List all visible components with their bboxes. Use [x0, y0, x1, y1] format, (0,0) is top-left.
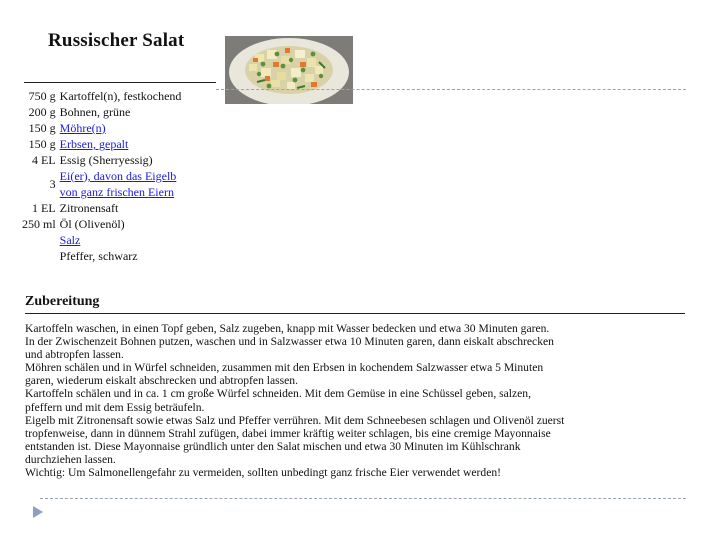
ingredient-row: [22, 216, 181, 232]
ingredients-table: [22, 88, 181, 264]
ingredient-row: [22, 120, 181, 136]
ingredient-name: Pfeffer, schwarz: [59, 249, 138, 263]
ingredient-link-eier-line1: Ei(er), davon das Eigelb: [59, 169, 177, 183]
ingredient-qty: 4 EL: [32, 153, 56, 167]
preparation-line: Kartoffeln waschen, in einen Topf geben, Salz zugeben, knapp mit Wasser bedecken und etwa 30 Minuten garen.: [25, 322, 550, 335]
preparation-text: [25, 322, 690, 479]
ingredient-link-eier-line2: von ganz frischen Eiern: [59, 185, 174, 199]
preparation-line: und abtropfen lassen.: [25, 348, 124, 362]
ingredient-row: [22, 88, 181, 104]
ingredient-name: Öl (Olivenöl): [59, 217, 125, 231]
ingredient-link-eier[interactable]: [60, 169, 177, 199]
preparation-line: garen, wiederum eiskalt abschrecken und abtropfen lassen.: [25, 374, 298, 388]
title-rule: [24, 82, 216, 83]
ingredient-name: Bohnen, grüne: [59, 105, 131, 119]
ingredient-row: [22, 104, 181, 120]
ingredient-link-moehre[interactable]: Möhre(n): [59, 121, 106, 135]
ingredient-row: [22, 168, 181, 200]
ingredient-row: [22, 136, 181, 152]
ingredient-qty: 250 ml: [22, 217, 56, 231]
salad-photo: [225, 36, 353, 104]
ingredient-link-salz[interactable]: Salz: [59, 233, 81, 247]
ingredient-row: [22, 248, 181, 264]
dashed-rule-bottom: [40, 498, 686, 499]
ingredient-row: [22, 152, 181, 168]
recipe-title: Russischer Salat: [48, 30, 185, 51]
ingredient-qty: [22, 232, 60, 248]
ingredient-qty: 200 g: [28, 105, 56, 119]
ingredient-qty: 3: [49, 177, 56, 191]
ingredient-qty: 150 g: [28, 137, 56, 151]
preparation-line: Kartoffeln schälen und in ca. 1 cm große Würfel schneiden. Mit dem Gemüse in eine Schüssel geben, salzen,: [25, 387, 531, 401]
preparation-line: pfeffern und mit dem Essig beträufeln.: [25, 400, 205, 414]
ingredient-qty: [22, 248, 60, 264]
dashed-rule-top: [216, 89, 686, 90]
preparation-heading: Zubereitung: [25, 294, 100, 309]
ingredient-name: Essig (Sherryessig): [59, 153, 153, 167]
salad-photo-image: [225, 36, 353, 104]
preparation-line: Wichtig: Um Salmonellengefahr zu vermeiden, sollten unbedingt ganz frische Eier verwendet werden!: [25, 466, 501, 480]
preparation-line: entstanden ist. Diese Mayonnaise gründlich unter den Salat mischen und etwa 30 Minuten im Kühlschrank: [25, 439, 521, 453]
ingredient-qty: 750 g: [28, 89, 56, 103]
preparation-line: Eigelb mit Zitronensaft sowie etwas Salz und Pfeffer verrühren. Mit dem Schneebesen schlagen und Olivenöl zuerst: [25, 413, 565, 427]
ingredient-row: [22, 200, 181, 216]
ingredient-link-erbsen[interactable]: Erbsen, gepalt: [59, 137, 129, 151]
ingredient-qty: 150 g: [28, 121, 56, 135]
ingredient-row: [22, 232, 181, 248]
preparation-line: durchziehen lassen.: [25, 452, 116, 466]
ingredient-qty: 1 EL: [32, 201, 56, 215]
preparation-line: tropfenweise, dann in dünnem Strahl zufügen, dabei immer kräftig weiter schlagen, bis eine cremige Mayonnaise: [25, 426, 551, 440]
ingredient-name: Kartoffel(n), festkochend: [59, 89, 182, 103]
preparation-line: In der Zwischenzeit Bohnen putzen, waschen und in Salzwasser etwa 10 Minuten garen, dann eiskalt abschrecken: [25, 335, 554, 349]
triangle-bullet-icon: [33, 506, 43, 518]
preparation-rule: [25, 313, 685, 314]
preparation-line: Möhren schälen und in Würfel schneiden, zusammen mit den Erbsen in kochendem Salzwasser etwa 5 Minuten: [25, 361, 544, 375]
ingredient-name: Zitronensaft: [59, 201, 119, 215]
